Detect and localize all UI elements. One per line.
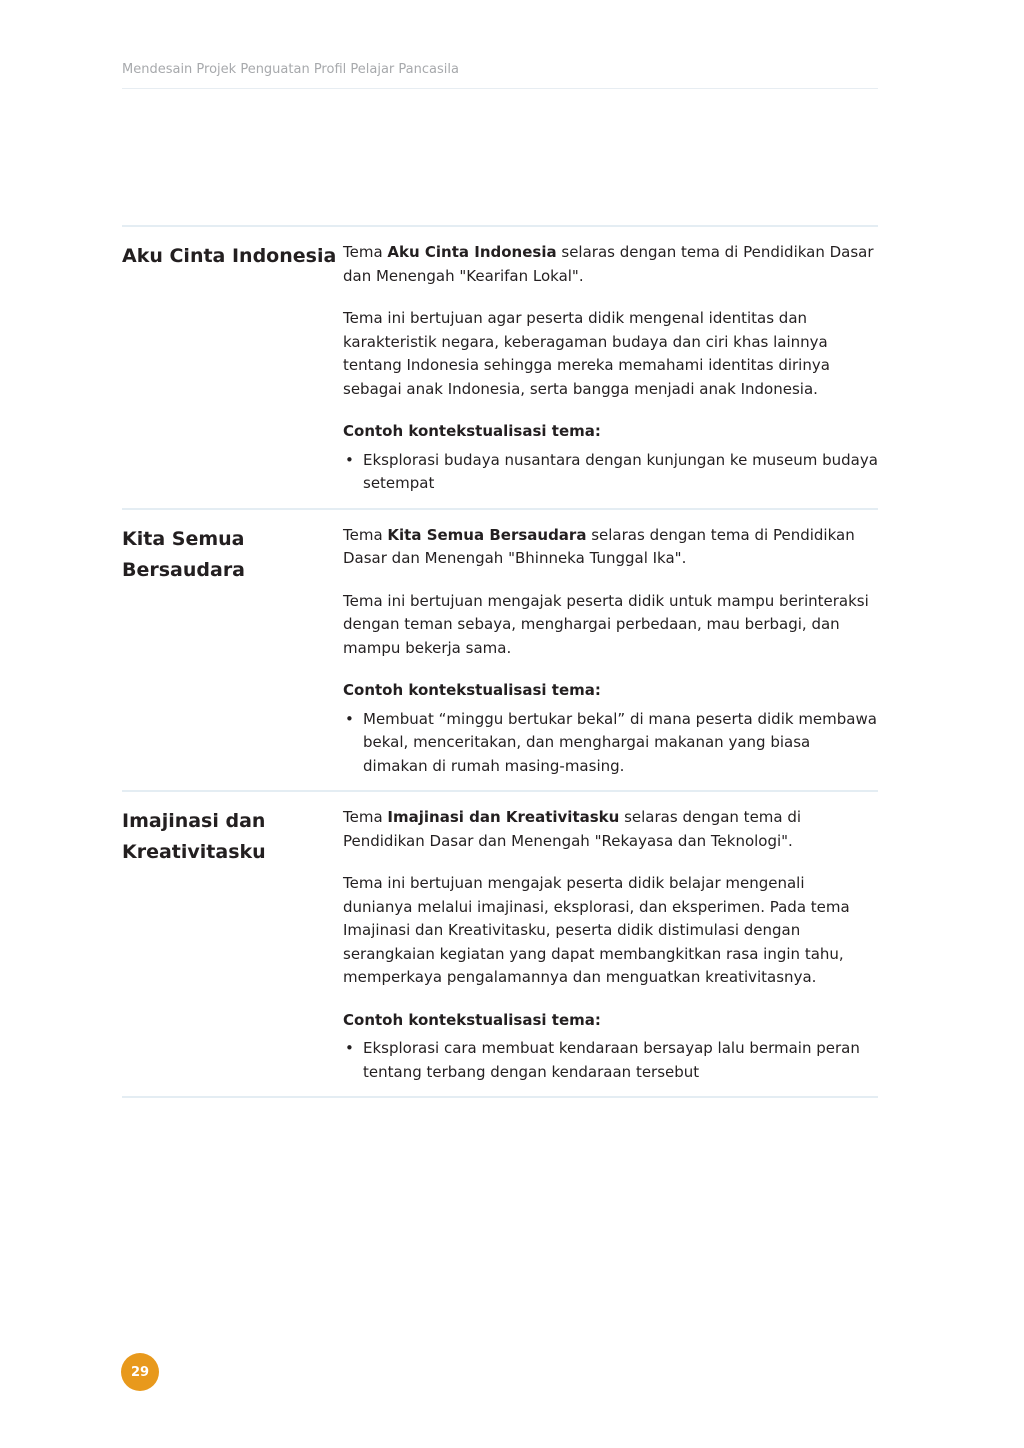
theme-intro: Tema Kita Semua Bersaudara selaras dengan tema di Pendidikan Dasar dan Menengah "Bhinneka Tunggal Ika".: [343, 525, 855, 567]
example-item: • Eksplorasi cara membuat kendaraan bersayap lalu bermain peran tentang terbang dengan kendaraan tersebut: [343, 1037, 878, 1084]
theme-title: Kita Semua Bersaudara: [122, 527, 246, 581]
theme-description: Tema ini bertujuan mengajak peserta didik belajar mengenali dunianya melalui imajinasi, eksplorasi, dan eksperimen. Pada tema Imajinasi dan Kreativitasku, peserta didik distimulasi dengan serangkaian kegiatan yang dapat membangkitkan rasa ingin tahu, memperkaya pengalamannya dan menguatkan kreativitasnya.: [343, 874, 850, 986]
example-list: [343, 1037, 878, 1084]
theme-row: [122, 227, 878, 510]
theme-body: [343, 806, 878, 1084]
running-title: Mendesain Projek Penguatan Profil Pelajar Pancasila: [122, 62, 459, 77]
theme-row: [122, 792, 878, 1098]
running-header: [122, 62, 878, 89]
example-list: [343, 708, 878, 779]
theme-name-bold: Kita Semua Bersaudara: [387, 525, 587, 544]
example-list: [343, 449, 878, 496]
theme-intro: Tema Imajinasi dan Kreativitasku selaras dengan tema di Pendidikan Dasar dan Menengah "Rekayasa dan Teknologi".: [343, 808, 802, 850]
example-heading: Contoh kontekstualisasi tema:: [343, 422, 601, 440]
theme-title: Aku Cinta Indonesia: [122, 245, 337, 267]
theme-body: [343, 524, 878, 779]
theme-row: [122, 510, 878, 793]
example-heading: Contoh kontekstualisasi tema:: [343, 1010, 601, 1029]
theme-description: Tema ini bertujuan agar peserta didik mengenal identitas dan karakteristik negara, keberagaman budaya dan ciri khas lainnya tentang Indonesia sehingga mereka memahami identitas dirinya sebagai anak Indonesia, serta bangga menjadi anak Indonesia.: [343, 309, 830, 398]
page-number: 29: [130, 1364, 150, 1380]
example-heading: Contoh kontekstualisasi tema:: [343, 681, 601, 699]
theme-title: Imajinasi dan Kreativitasku: [122, 810, 266, 863]
theme-intro: Tema Aku Cinta Indonesia selaras dengan tema di Pendidikan Dasar dan Menengah "Kearifan Lokal".: [343, 243, 874, 285]
theme-description: Tema ini bertujuan mengajak peserta didik untuk mampu berinteraksi dengan teman sebaya, menghargai perbedaan, mau berbagi, dan mampu bekerja sama.: [343, 591, 869, 657]
page-number-badge: [121, 1353, 159, 1391]
theme-table: [122, 225, 878, 1098]
example-item: • Eksplorasi budaya nusantara dengan kunjungan ke museum budaya setempat: [343, 449, 878, 496]
theme-name-bold: Aku Cinta Indonesia: [387, 243, 557, 261]
example-item: • Membuat “minggu bertukar bekal” di mana peserta didik membawa bekal, menceritakan, dan menghargai makanan yang biasa dimakan di rumah masing-masing.: [343, 708, 878, 779]
theme-name-bold: Imajinasi dan Kreativitasku: [387, 808, 620, 826]
theme-body: [343, 241, 878, 496]
